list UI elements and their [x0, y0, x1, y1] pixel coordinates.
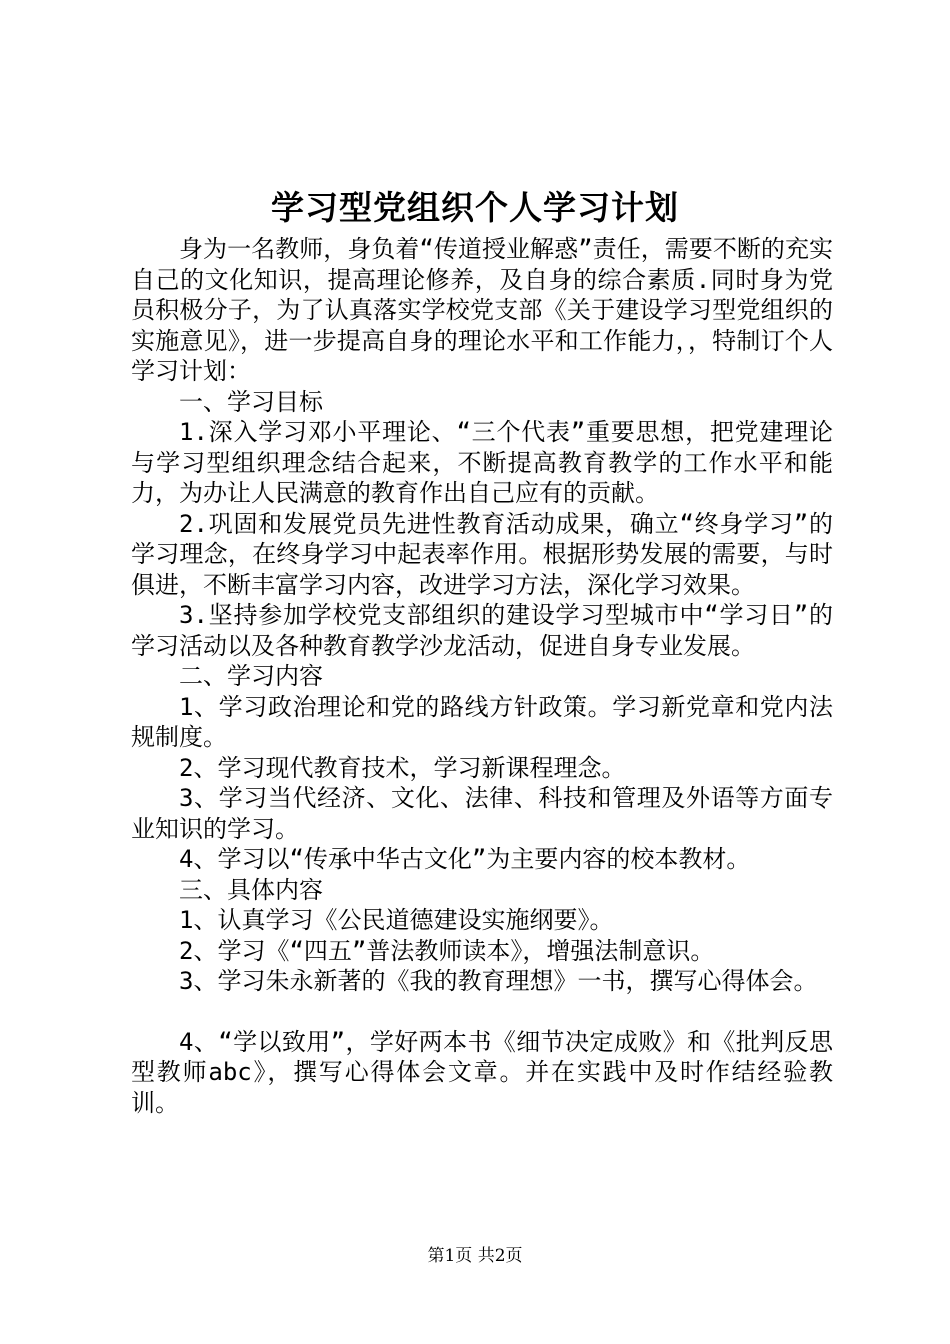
- goal-item-3: 3.坚持参加学校党支部组织的建设学习型城市中“学习日”的学习活动以及各种教育教学沙龙活动，促进自身专业发展。: [131, 601, 833, 660]
- detail-item-3: 3、学习朱永新著的《我的教育理想》一书，撰写心得体会。: [179, 967, 818, 995]
- section-heading-goals: 一、学习目标: [179, 387, 323, 416]
- document-body: [131, 234, 833, 1118]
- content-item-4: 4、学习以“传承中华古文化”为主要内容的校本教材。: [179, 845, 751, 873]
- section-heading-details: 三、具体内容: [179, 875, 323, 904]
- detail-item-1: 1、认真学习《公民道德建设实施纲要》。: [179, 906, 614, 934]
- detail-item-2: 2、学习《“四五”普法教师读本》，增强法制意识。: [179, 936, 715, 965]
- intro-paragraph: 身为一名教师，身负着“传道授业解惑”责任，需要不断的充实自己的文化知识，提高理论修养，及自身的综合素质.同时身为党员积极分子，为了认真落实学校党支部《关于建设学习型党组织的实施意见》，进一步提高自身的理论水平和工作能力，，特制订个人学习计划：: [131, 235, 833, 385]
- detail-item-4: 4、“学以致用”，学好两本书《细节决定成败》和《批判反思型教师abc》，撰写心得体会文章。并在实践中及时作结经验教训。: [131, 1027, 833, 1117]
- content-item-3: 3、学习当代经济、文化、法律、科技和管理及外语等方面专业知识的学习。: [131, 784, 833, 843]
- section-heading-content: 二、学习内容: [179, 662, 323, 690]
- goal-item-1: 1.深入学习邓小平理论、“三个代表”重要思想，把党建理论与学习型组织理念结合起来，不断提高教育教学的工作水平和能力，为办让人民满意的教育作出自己应有的贡献。: [131, 418, 833, 507]
- goal-item-2: 2.巩固和发展党员先进性教育活动成果，确立“终身学习”的学习理念，在终身学习中起表率作用。根据形势发展的需要，与时俱进，不断丰富学习内容，改进学习方法，深化学习效果。: [131, 509, 833, 599]
- document-title: 学习型党组织个人学习计划: [271, 188, 679, 227]
- content-item-1: 1、学习政治理论和党的路线方针政策。学习新党章和党内法规制度。: [131, 692, 833, 751]
- page-number-footer: 第1页 共2页: [427, 1246, 523, 1266]
- content-item-2: 2、学习现代教育技术，学习新课程理念。: [179, 753, 626, 782]
